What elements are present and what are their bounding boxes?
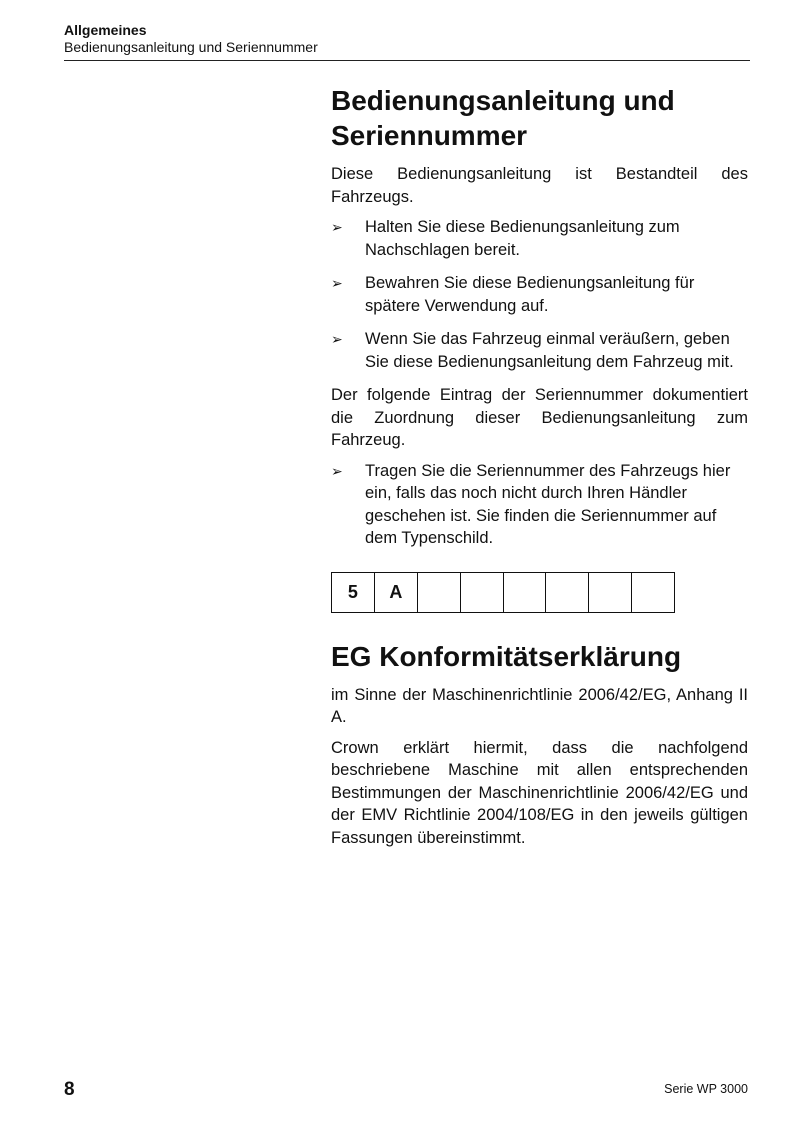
- series-label: Serie WP 3000: [664, 1082, 748, 1096]
- serial-cell: [632, 573, 674, 612]
- bullet-text: Halten Sie diese Bedienungsanleitung zum Nachschlagen bereit.: [365, 218, 680, 259]
- conformity-paragraph-2: Crown erklärt hiermit, dass die nachfolgend beschriebene Maschine mit allen entsprechenden Bestimmungen der Maschinenrichtlinie 2006/42/EG und der EMV Richtlinie 2004/108/EG in den jeweils gültigen Fassungen übereinstimmt.: [331, 738, 748, 847]
- bullet-text: Wenn Sie das Fahrzeug einmal veräußern, geben Sie diese Bedienungsanleitung dem Fahrzeug mit.: [365, 330, 734, 371]
- section-title-line1: Bedienungsanleitung und: [331, 85, 675, 116]
- header-subsection-title: Bedienungsanleitung und Seriennummer: [64, 39, 318, 55]
- bullet-text: Bewahren Sie diese Bedienungsanleitung für spätere Verwendung auf.: [365, 274, 695, 315]
- serial-cell: [418, 573, 461, 612]
- arrow-bullet-icon: ➢: [331, 275, 343, 291]
- bullet-text: Tragen Sie die Seriennummer des Fahrzeugs hier ein, falls das noch nicht durch Ihren Händler geschehen ist. Sie finden die Seriennummer auf dem Typenschild.: [365, 461, 731, 547]
- serial-cell: [546, 573, 589, 612]
- section-title-conformity: EG Konformitätserklärung: [331, 640, 682, 672]
- section-title-line2: Seriennummer: [331, 120, 528, 151]
- list-item: [331, 272, 748, 317]
- serial-number-grid: [331, 572, 675, 613]
- intro-paragraph: Diese Bedienungsanleitung ist Bestandteil des Fahrzeugs.: [331, 165, 748, 206]
- list-item: [331, 216, 748, 261]
- main-content: [331, 83, 748, 857]
- header-section-title: Allgemeines: [64, 22, 147, 38]
- page-number: 8: [64, 1079, 75, 1100]
- section-title-manual: [331, 83, 748, 153]
- list-item: [331, 460, 748, 550]
- arrow-bullet-icon: ➢: [331, 462, 343, 479]
- serial-cell: [589, 573, 632, 612]
- conformity-paragraph-1: im Sinne der Maschinenrichtlinie 2006/42/EG, Anhang II A.: [331, 685, 748, 726]
- arrow-bullet-icon: ➢: [331, 219, 343, 235]
- list-item: [331, 328, 748, 373]
- serial-paragraph: Der folgende Eintrag der Seriennummer dokumentiert die Zuordnung dieser Bedienungsanleitung zum Fahrzeug.: [331, 386, 748, 449]
- arrow-bullet-icon: ➢: [331, 331, 343, 347]
- serial-cell: A: [375, 573, 418, 612]
- serial-cell: 5: [332, 573, 375, 612]
- serial-cell: [504, 573, 547, 612]
- page-header: [64, 22, 750, 61]
- serial-cell: [461, 573, 504, 612]
